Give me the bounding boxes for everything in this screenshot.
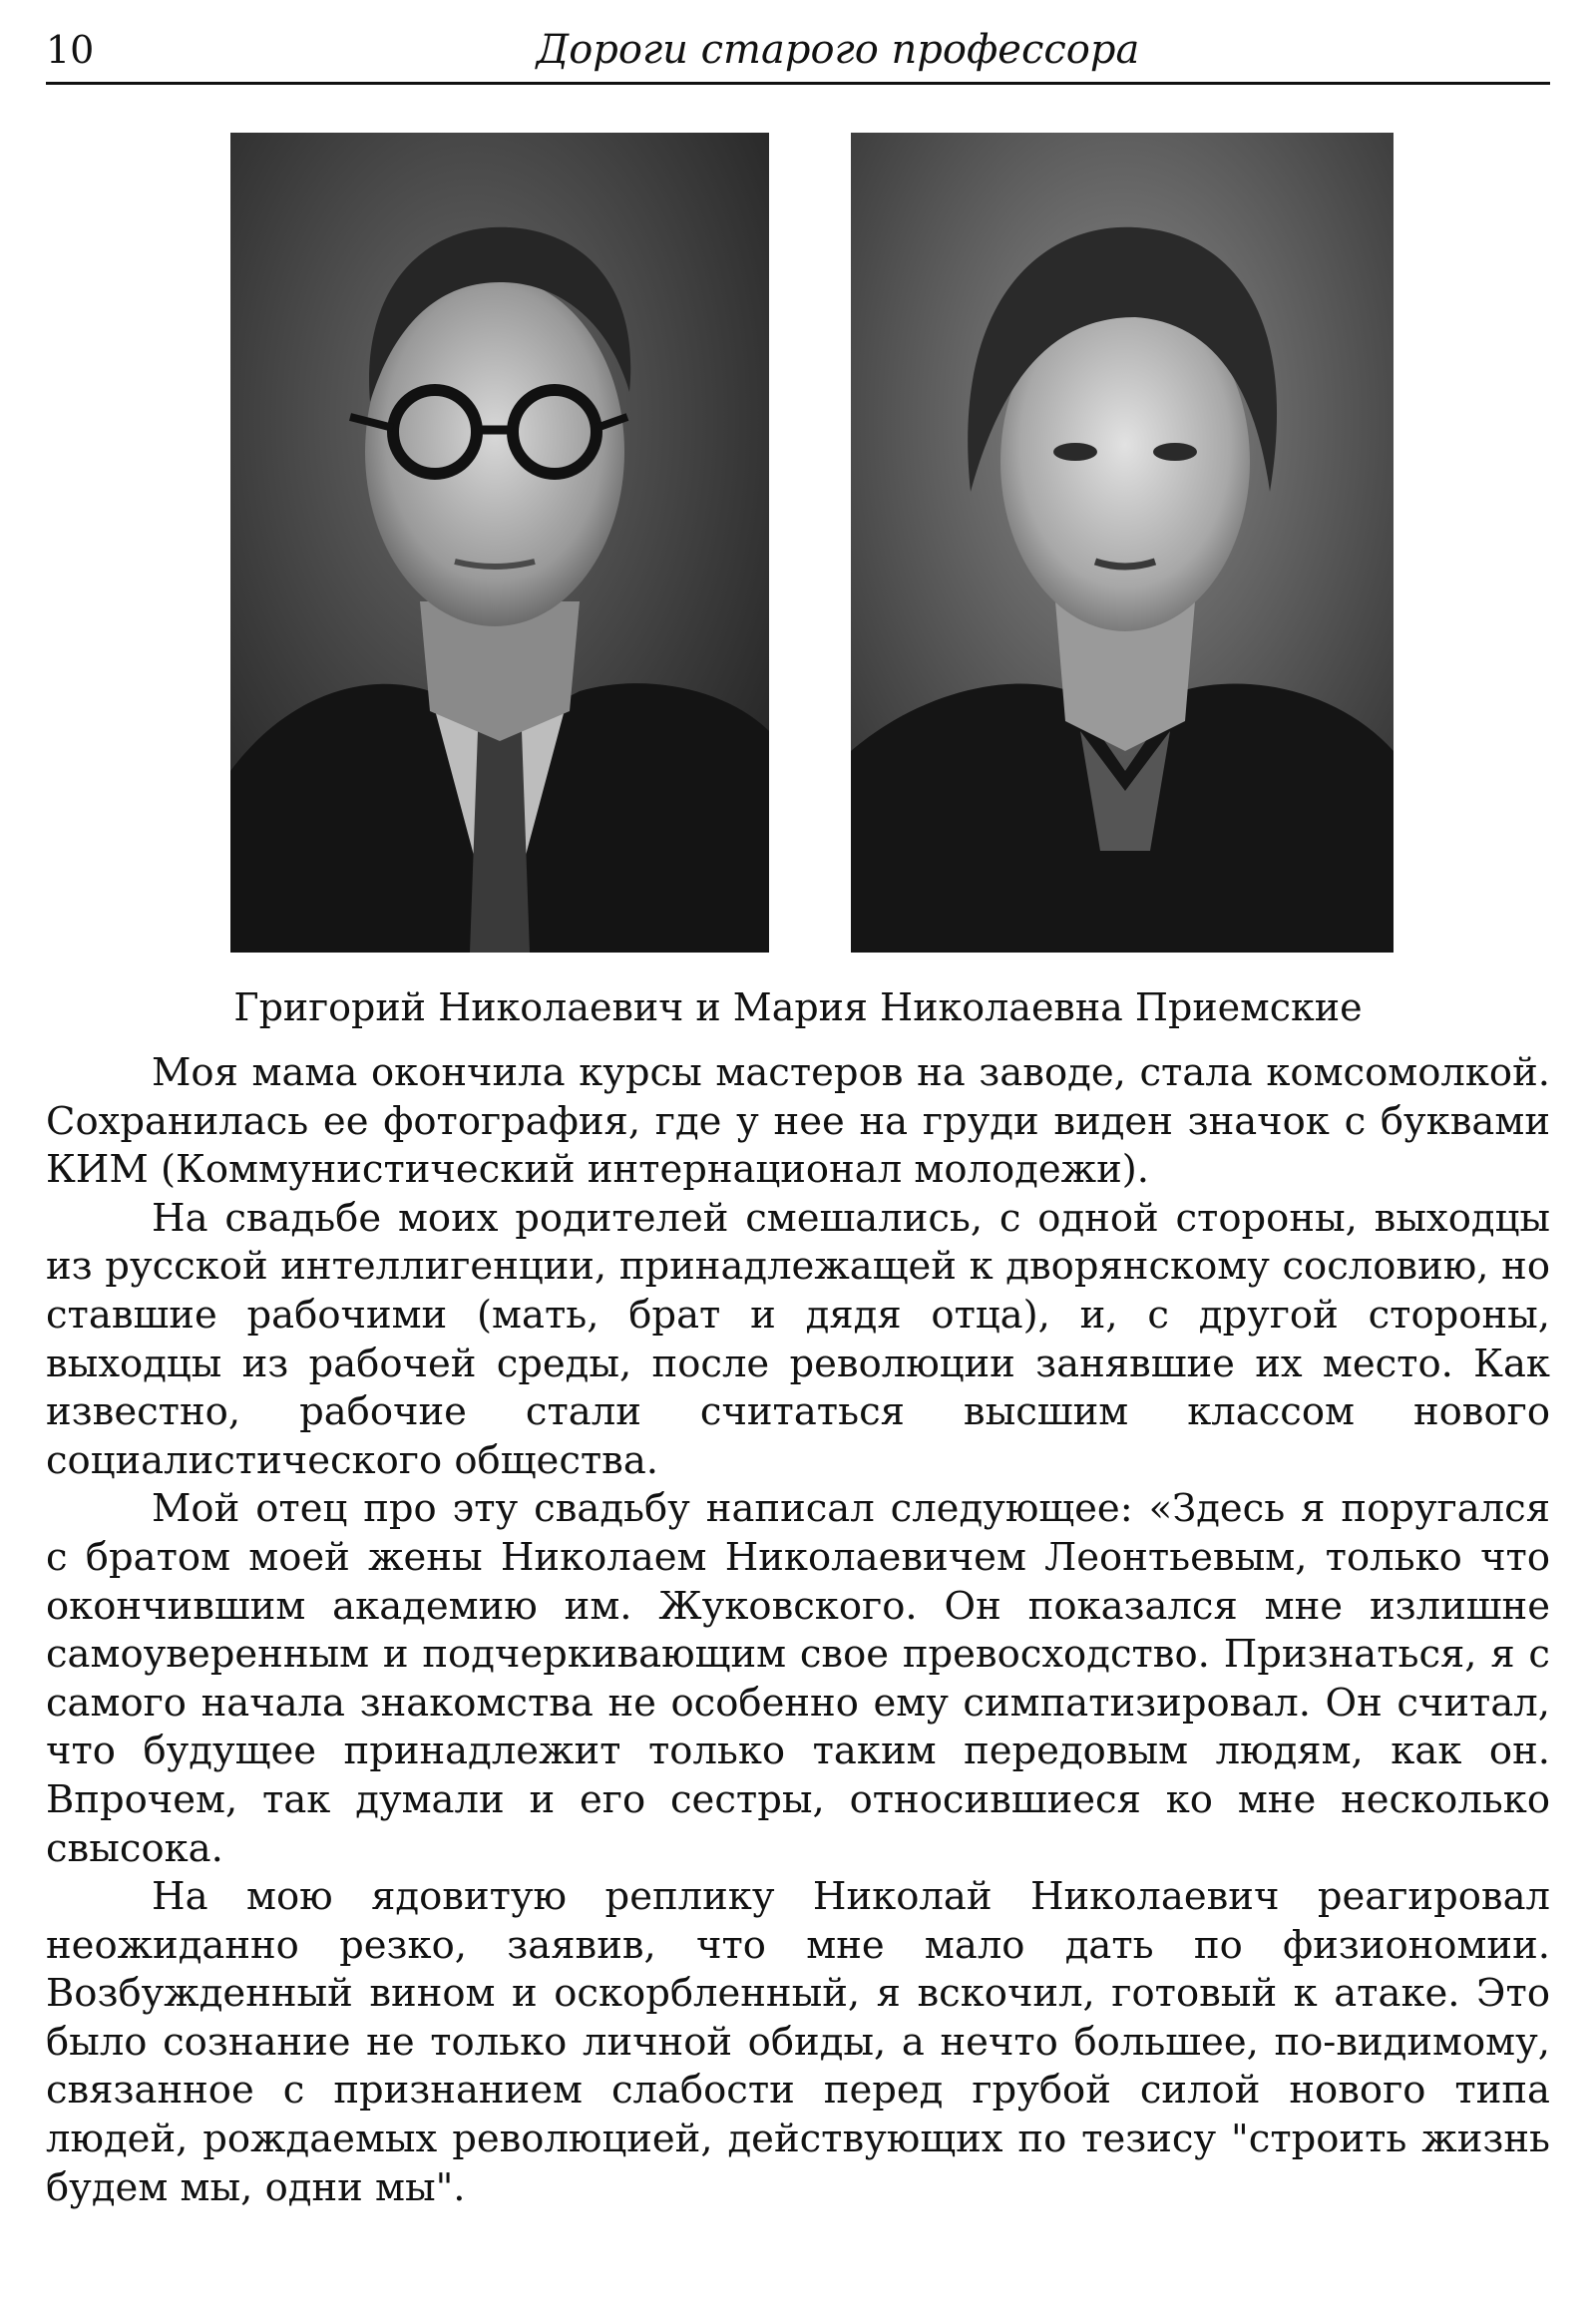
page-header [46,22,1550,85]
figure-caption: Григорий Николаевич и Мария Николаевна Приемские [233,985,1363,1029]
portrait-man-image [230,133,769,953]
paragraph-2: На свадьбе моих родителей смешались, с одной стороны, выходцы из русской интеллигенции, принадлежащей к дворянскому сословию, но ставшие рабочими (мать, брат и дядя отца), и, с другой стороны, выходцы из рабочей среды, после революции занявшие их место. Как известно, рабочие стали считаться высшим классом нового социалистического общества. [46,1195,1550,1483]
body-text [46,1049,1550,2212]
running-title: Дороги старого профессора [536,27,1140,73]
page-number: 10 [46,28,95,72]
portrait-woman-image [851,133,1394,953]
portrait-photo-woman [851,133,1394,953]
paragraph-4: На мою ядовитую реплику Николай Николаевич реагировал неожиданно резко, заявив, что мне мало дать по физиономии. Возбужденный вином и оскорбленный, я вскочил, готовый к атаке. Это было сознание не только личной обиды, а нечто большее, по-видимому, связанное с признанием слабости перед грубой силой нового типа людей, рождаемых революцией, действующих по тезису "строить жизнь будем мы, одни мы". [46,1874,1550,2210]
portrait-photo-man [230,133,769,953]
paragraph-1: Моя мама окончила курсы мастеров на заводе, стала комсомолкой. Сохранилась ее фотография, где у нее на груди виден значок с буквами КИМ (Коммунистический интернационал молодежи). [46,1050,1550,1193]
paragraph-3: Мой отец про эту свадьбу написал следующее: «Здесь я поругался с братом моей жены Николаем Николаевичем Леонтьевым, только что окончившим академию им. Жуковского. Он показался мне излишне самоуверенным и подчеркивающим свое превосходство. Признаться, я с самого начала знакомства не особенно ему симпатизировал. Он считал, что будущее принадлежит только таким передовым людям, как он. Впрочем, так думали и его сестры, относившиеся ко мне несколько свысока. [46,1486,1550,1871]
